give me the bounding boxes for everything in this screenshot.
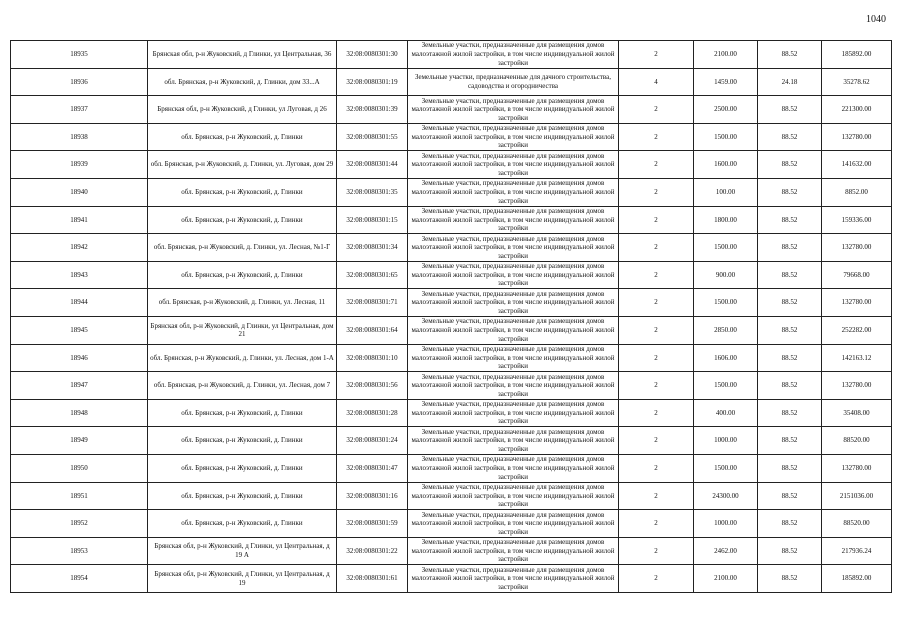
- area-cell: 1000.00: [694, 510, 758, 538]
- area-cell: 1600.00: [694, 151, 758, 179]
- area-cell: 1500.00: [694, 289, 758, 317]
- rate-cell: 88.52: [758, 178, 822, 206]
- land-use-cell: Земельные участки, предназначенные для размещения домов малоэтажной жилой застройки, в том числе индивидуальной жилой застройки: [408, 206, 619, 234]
- address-cell: обл. Брянская, р-н Жуковский, д. Глинки, ул. Лесная, 11: [148, 289, 337, 317]
- address-cell: Брянская обл, р-н Жуковский, д Глинки, ул Центральная, дом 21: [148, 316, 337, 344]
- cadastral-value-cell: 132780.00: [822, 234, 892, 262]
- cadastral-value-cell: 35408.00: [822, 399, 892, 427]
- cadastral-value-cell: 141632.00: [822, 151, 892, 179]
- land-use-cell: Земельные участки, предназначенные для размещения домов малоэтажной жилой застройки, в том числе индивидуальной жилой застройки: [408, 344, 619, 372]
- rate-cell: 88.52: [758, 123, 822, 151]
- cadastral-number-cell: 32:08:0080301:30: [337, 41, 408, 69]
- category-cell: 2: [619, 565, 694, 593]
- category-cell: 2: [619, 41, 694, 69]
- rate-cell: 88.52: [758, 151, 822, 179]
- address-cell: обл. Брянская, р-н Жуковский, д. Глинки, ул. Лесная, дом 7: [148, 372, 337, 400]
- row-number: 18938: [11, 123, 148, 151]
- land-use-cell: Земельные участки, предназначенные для размещения домов малоэтажной жилой застройки, в том числе индивидуальной жилой застройки: [408, 427, 619, 455]
- row-number: 18943: [11, 261, 148, 289]
- cadastral-value-cell: 221300.00: [822, 96, 892, 124]
- address-cell: обл. Брянская, р-н Жуковский, д. Глинки: [148, 399, 337, 427]
- rate-cell: 88.52: [758, 344, 822, 372]
- row-number: 18942: [11, 234, 148, 262]
- row-number: 18953: [11, 537, 148, 565]
- land-use-cell: Земельные участки, предназначенные для размещения домов малоэтажной жилой застройки, в том числе индивидуальной жилой застройки: [408, 178, 619, 206]
- rate-cell: 88.52: [758, 261, 822, 289]
- area-cell: 1500.00: [694, 123, 758, 151]
- land-use-cell: Земельные участки, предназначенные для размещения домов малоэтажной жилой застройки, в том числе индивидуальной жилой застройки: [408, 96, 619, 124]
- table-row: [11, 316, 892, 344]
- cadastral-value-cell: 132780.00: [822, 372, 892, 400]
- cadastral-number-cell: 32:08:0080301:35: [337, 178, 408, 206]
- land-use-cell: Земельные участки, предназначенные для размещения домов малоэтажной жилой застройки, в том числе индивидуальной жилой застройки: [408, 261, 619, 289]
- area-cell: 100.00: [694, 178, 758, 206]
- table-row: [11, 96, 892, 124]
- category-cell: 2: [619, 178, 694, 206]
- row-number: 18935: [11, 41, 148, 69]
- category-cell: 2: [619, 234, 694, 262]
- table-row: [11, 482, 892, 510]
- cadastral-value-cell: 185892.00: [822, 41, 892, 69]
- cadastral-value-cell: 217936.24: [822, 537, 892, 565]
- category-cell: 4: [619, 68, 694, 96]
- category-cell: 2: [619, 344, 694, 372]
- cadastral-value-cell: 132780.00: [822, 454, 892, 482]
- table-row: [11, 234, 892, 262]
- address-cell: обл. Брянская, р-н Жуковский, д. Глинки: [148, 427, 337, 455]
- address-cell: Брянская обл, р-н Жуковский, д Глинки, ул Центральная, д 19 А: [148, 537, 337, 565]
- cadastral-value-cell: 185892.00: [822, 565, 892, 593]
- row-number: 18944: [11, 289, 148, 317]
- area-cell: 2100.00: [694, 41, 758, 69]
- table-row: [11, 510, 892, 538]
- category-cell: 2: [619, 454, 694, 482]
- land-use-cell: Земельные участки, предназначенные для размещения домов малоэтажной жилой застройки, в том числе индивидуальной жилой застройки: [408, 454, 619, 482]
- page-number: 1040: [866, 14, 886, 25]
- address-cell: обл. Брянская, р-н Жуковский, д. Глинки, ул. Луговая, дом 29: [148, 151, 337, 179]
- table-row: [11, 427, 892, 455]
- area-cell: 1800.00: [694, 206, 758, 234]
- registry-body: [11, 41, 892, 593]
- land-use-cell: Земельные участки, предназначенные для размещения домов малоэтажной жилой застройки, в том числе индивидуальной жилой застройки: [408, 565, 619, 593]
- cadastral-number-cell: 32:08:0080301:44: [337, 151, 408, 179]
- rate-cell: 88.52: [758, 427, 822, 455]
- cadastral-number-cell: 32:08:0080301:56: [337, 372, 408, 400]
- row-number: 18945: [11, 316, 148, 344]
- area-cell: 1606.00: [694, 344, 758, 372]
- category-cell: 2: [619, 510, 694, 538]
- table-row: [11, 123, 892, 151]
- land-use-cell: Земельные участки, предназначенные для размещения домов малоэтажной жилой застройки, в том числе индивидуальной жилой застройки: [408, 537, 619, 565]
- land-use-cell: Земельные участки, предназначенные для размещения домов малоэтажной жилой застройки, в том числе индивидуальной жилой застройки: [408, 316, 619, 344]
- category-cell: 2: [619, 123, 694, 151]
- area-cell: 24300.00: [694, 482, 758, 510]
- table-row: [11, 289, 892, 317]
- address-cell: обл. Брянская, р-н Жуковский, д. Глинки: [148, 206, 337, 234]
- category-cell: 2: [619, 289, 694, 317]
- table-row: [11, 565, 892, 593]
- cadastral-value-cell: 88520.00: [822, 427, 892, 455]
- cadastral-value-cell: 8852.00: [822, 178, 892, 206]
- row-number: 18936: [11, 68, 148, 96]
- cadastral-number-cell: 32:08:0080301:34: [337, 234, 408, 262]
- category-cell: 2: [619, 372, 694, 400]
- table-row: [11, 261, 892, 289]
- land-use-cell: Земельные участки, предназначенные для размещения домов малоэтажной жилой застройки, в том числе индивидуальной жилой застройки: [408, 41, 619, 69]
- table-row: [11, 206, 892, 234]
- land-registry-table: [10, 40, 892, 593]
- address-cell: обл. Брянская, р-н Жуковский, д. Глинки: [148, 510, 337, 538]
- row-number: 18949: [11, 427, 148, 455]
- row-number: 18946: [11, 344, 148, 372]
- address-cell: обл. Брянская, р-н Жуковский, д. Глинки: [148, 454, 337, 482]
- row-number: 18952: [11, 510, 148, 538]
- rate-cell: 88.52: [758, 482, 822, 510]
- cadastral-number-cell: 32:08:0080301:22: [337, 537, 408, 565]
- rate-cell: 88.52: [758, 234, 822, 262]
- cadastral-number-cell: 32:08:0080301:28: [337, 399, 408, 427]
- address-cell: обл. Брянская, р-н Жуковский, д. Глинки: [148, 123, 337, 151]
- cadastral-value-cell: 2151036.00: [822, 482, 892, 510]
- land-use-cell: Земельные участки, предназначенные для размещения домов малоэтажной жилой застройки, в том числе индивидуальной жилой застройки: [408, 482, 619, 510]
- rate-cell: 88.52: [758, 537, 822, 565]
- row-number: 18940: [11, 178, 148, 206]
- table-row: [11, 151, 892, 179]
- category-cell: 2: [619, 482, 694, 510]
- rate-cell: 88.52: [758, 96, 822, 124]
- cadastral-number-cell: 32:08:0080301:59: [337, 510, 408, 538]
- row-number: 18947: [11, 372, 148, 400]
- rate-cell: 88.52: [758, 565, 822, 593]
- address-cell: Брянская обл, р-н Жуковский, д Глинки, ул Центральная, д 19: [148, 565, 337, 593]
- cadastral-number-cell: 32:08:0080301:64: [337, 316, 408, 344]
- row-number: 18950: [11, 454, 148, 482]
- cadastral-number-cell: 32:08:0080301:61: [337, 565, 408, 593]
- cadastral-number-cell: 32:08:0080301:47: [337, 454, 408, 482]
- rate-cell: 24.18: [758, 68, 822, 96]
- area-cell: 2100.00: [694, 565, 758, 593]
- table-row: [11, 344, 892, 372]
- category-cell: 2: [619, 261, 694, 289]
- category-cell: 2: [619, 537, 694, 565]
- address-cell: обл. Брянская, р-н Жуковский, д. Глинки, дом 33...А: [148, 68, 337, 96]
- table-row: [11, 41, 892, 69]
- table-row: [11, 178, 892, 206]
- cadastral-value-cell: 79668.00: [822, 261, 892, 289]
- land-use-cell: Земельные участки, предназначенные для размещения домов малоэтажной жилой застройки, в том числе индивидуальной жилой застройки: [408, 510, 619, 538]
- area-cell: 1459.00: [694, 68, 758, 96]
- land-use-cell: Земельные участки, предназначенные для дачного строительства, садоводства и огородничества: [408, 68, 619, 96]
- cadastral-number-cell: 32:08:0080301:65: [337, 261, 408, 289]
- cadastral-number-cell: 32:08:0080301:15: [337, 206, 408, 234]
- rate-cell: 88.52: [758, 289, 822, 317]
- rate-cell: 88.52: [758, 454, 822, 482]
- address-cell: Брянская обл, р-н Жуковский, д Глинки, ул Центральная, 36: [148, 41, 337, 69]
- table-row: [11, 537, 892, 565]
- cadastral-number-cell: 32:08:0080301:16: [337, 482, 408, 510]
- area-cell: 400.00: [694, 399, 758, 427]
- cadastral-number-cell: 32:08:0080301:71: [337, 289, 408, 317]
- cadastral-number-cell: 32:08:0080301:19: [337, 68, 408, 96]
- cadastral-number-cell: 32:08:0080301:10: [337, 344, 408, 372]
- row-number: 18937: [11, 96, 148, 124]
- area-cell: 900.00: [694, 261, 758, 289]
- category-cell: 2: [619, 399, 694, 427]
- address-cell: обл. Брянская, р-н Жуковский, д. Глинки, ул. Лесная, дом 1-А: [148, 344, 337, 372]
- area-cell: 2500.00: [694, 96, 758, 124]
- area-cell: 1000.00: [694, 427, 758, 455]
- rate-cell: 88.52: [758, 206, 822, 234]
- area-cell: 1500.00: [694, 234, 758, 262]
- area-cell: 2850.00: [694, 316, 758, 344]
- land-use-cell: Земельные участки, предназначенные для размещения домов малоэтажной жилой застройки, в том числе индивидуальной жилой застройки: [408, 151, 619, 179]
- category-cell: 2: [619, 206, 694, 234]
- cadastral-value-cell: 132780.00: [822, 123, 892, 151]
- area-cell: 1500.00: [694, 454, 758, 482]
- category-cell: 2: [619, 151, 694, 179]
- address-cell: обл. Брянская, р-н Жуковский, д. Глинки: [148, 261, 337, 289]
- rate-cell: 88.52: [758, 41, 822, 69]
- row-number: 18951: [11, 482, 148, 510]
- row-number: 18948: [11, 399, 148, 427]
- category-cell: 2: [619, 316, 694, 344]
- cadastral-number-cell: 32:08:0080301:39: [337, 96, 408, 124]
- cadastral-value-cell: 159336.00: [822, 206, 892, 234]
- rate-cell: 88.52: [758, 372, 822, 400]
- land-use-cell: Земельные участки, предназначенные для размещения домов малоэтажной жилой застройки, в том числе индивидуальной жилой застройки: [408, 372, 619, 400]
- category-cell: 2: [619, 427, 694, 455]
- row-number: 18939: [11, 151, 148, 179]
- cadastral-number-cell: 32:08:0080301:24: [337, 427, 408, 455]
- rate-cell: 88.52: [758, 316, 822, 344]
- category-cell: 2: [619, 96, 694, 124]
- row-number: 18941: [11, 206, 148, 234]
- area-cell: 1500.00: [694, 372, 758, 400]
- address-cell: обл. Брянская, р-н Жуковский, д. Глинки: [148, 178, 337, 206]
- table-row: [11, 68, 892, 96]
- area-cell: 2462.00: [694, 537, 758, 565]
- cadastral-value-cell: 35278.62: [822, 68, 892, 96]
- address-cell: обл. Брянская, р-н Жуковский, д. Глинки, ул. Лесная, №1-Г: [148, 234, 337, 262]
- table-row: [11, 372, 892, 400]
- address-cell: Брянская обл, р-н Жуковский, д Глинки, ул Луговая, д 26: [148, 96, 337, 124]
- rate-cell: 88.52: [758, 399, 822, 427]
- cadastral-number-cell: 32:08:0080301:55: [337, 123, 408, 151]
- table-row: [11, 454, 892, 482]
- land-use-cell: Земельные участки, предназначенные для размещения домов малоэтажной жилой застройки, в том числе индивидуальной жилой застройки: [408, 399, 619, 427]
- land-use-cell: Земельные участки, предназначенные для размещения домов малоэтажной жилой застройки, в том числе индивидуальной жилой застройки: [408, 123, 619, 151]
- table-row: [11, 399, 892, 427]
- cadastral-value-cell: 132780.00: [822, 289, 892, 317]
- row-number: 18954: [11, 565, 148, 593]
- cadastral-value-cell: 88520.00: [822, 510, 892, 538]
- cadastral-value-cell: 142163.12: [822, 344, 892, 372]
- rate-cell: 88.52: [758, 510, 822, 538]
- address-cell: обл. Брянская, р-н Жуковский, д. Глинки: [148, 482, 337, 510]
- cadastral-value-cell: 252282.00: [822, 316, 892, 344]
- land-use-cell: Земельные участки, предназначенные для размещения домов малоэтажной жилой застройки, в том числе индивидуальной жилой застройки: [408, 234, 619, 262]
- land-use-cell: Земельные участки, предназначенные для размещения домов малоэтажной жилой застройки, в том числе индивидуальной жилой застройки: [408, 289, 619, 317]
